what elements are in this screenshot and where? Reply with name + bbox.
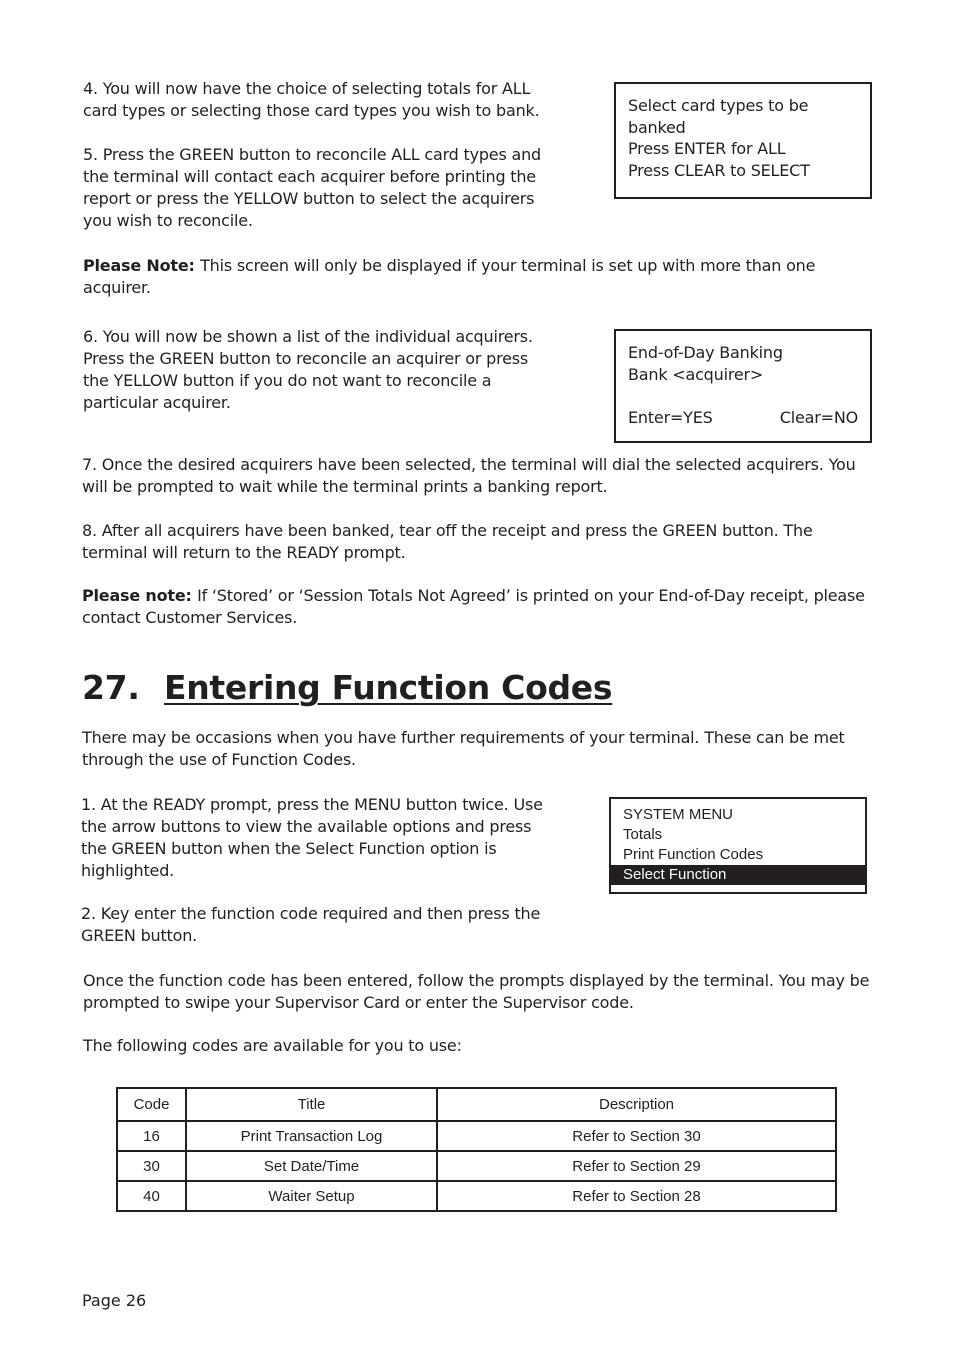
terminal-screen-card-types: [614, 82, 872, 199]
note-label: Please note:: [82, 586, 198, 605]
step-4-text: 4. You will now have the choice of selecting totals for ALL card types or selecting those card types you wish to bank.: [83, 79, 540, 120]
step-8-text: 8. After all acquirers have been banked, tear off the receipt and press the GREEN button. The terminal will return to the READY prompt.: [82, 521, 813, 562]
system-menu-screen: [609, 797, 867, 894]
screen-line: Press CLEAR to SELECT: [628, 160, 810, 180]
cell-code: 30: [117, 1151, 186, 1181]
codes-intro: The following codes are available for you to use:: [83, 1036, 462, 1055]
screen-options-row: [628, 407, 858, 429]
screen-line: Press ENTER for ALL: [628, 139, 786, 158]
section-title: Entering Function Codes: [164, 668, 613, 707]
screen-line: banked: [628, 117, 686, 137]
step-5-text: 5. Press the GREEN button to reconcile ALL card types and the terminal will contact each acquirer before printing the report or press the YELLOW button to select the acquirers you wish to reconcile.: [83, 145, 541, 230]
menu-item: SYSTEM MENU: [623, 806, 734, 823]
page-number: Page 26: [82, 1291, 147, 1310]
function-step-2: 2. Key enter the function code required and then press the GREEN button.: [81, 904, 541, 945]
function-codes-table: [116, 1087, 837, 1212]
after-entry-text: Once the function code has been entered, follow the prompts displayed by the terminal. You may be prompted to swipe your Supervisor Card or enter the Supervisor code.: [83, 971, 870, 1012]
cell-title: Print Transaction Log: [186, 1121, 437, 1151]
cell-description: Refer to Section 30: [437, 1121, 836, 1151]
screen-line: End-of-Day Banking: [628, 343, 783, 362]
section-heading: [82, 666, 612, 710]
screen-line: Select card types to be: [628, 96, 809, 115]
step-7-text: 7. Once the desired acquirers have been selected, the terminal will dial the selected acquirers. You will be prompted to wait while the terminal prints a banking report.: [82, 455, 856, 496]
section-intro: There may be occasions when you have further requirements of your terminal. These can be met through the use of Function Codes.: [82, 728, 845, 769]
cell-title: Set Date/Time: [186, 1151, 437, 1181]
cell-code: 16: [117, 1121, 186, 1151]
screen-line: Bank <acquirer>: [628, 364, 764, 384]
cell-description: Refer to Section 29: [437, 1151, 836, 1181]
menu-item: Print Function Codes: [623, 846, 764, 863]
cell-title: Waiter Setup: [186, 1181, 437, 1211]
please-note-1: [83, 255, 873, 299]
function-step-1: 1. At the READY prompt, press the MENU button twice. Use the arrow buttons to view the available options and press the GREEN button when the Select Function option is highlighted.: [81, 795, 543, 880]
note-text: If ‘Stored’ or ‘Session Totals Not Agreed’ is printed on your End-of-Day receipt, please contact Customer Services.: [82, 586, 865, 627]
header-description: Description: [437, 1088, 836, 1121]
table-row: [117, 1121, 836, 1151]
section-number: 27.: [82, 668, 140, 707]
step-6-text: 6. You will now be shown a list of the individual acquirers. Press the GREEN button to reconcile an acquirer or press the YELLOW button if you do not want to reconcile a particular acquirer.: [83, 327, 533, 412]
table-row: [117, 1181, 836, 1211]
header-code: Code: [117, 1088, 186, 1121]
screen-line-blank: [628, 385, 858, 407]
terminal-screen-banking: [614, 329, 872, 443]
note-text: This screen will only be displayed if your terminal is set up with more than one acquirer.: [83, 256, 816, 297]
please-note-2: [82, 585, 872, 629]
note-label: Please Note:: [83, 256, 201, 275]
table-header-row: [117, 1088, 836, 1121]
cell-code: 40: [117, 1181, 186, 1211]
cell-description: Refer to Section 28: [437, 1181, 836, 1211]
header-title: Title: [186, 1088, 437, 1121]
menu-item-selected: Select Function: [611, 865, 865, 885]
menu-item: Totals: [623, 826, 663, 843]
table-row: [117, 1151, 836, 1181]
enter-yes-label: Enter=YES: [628, 407, 713, 427]
clear-no-label: Clear=NO: [779, 407, 858, 427]
